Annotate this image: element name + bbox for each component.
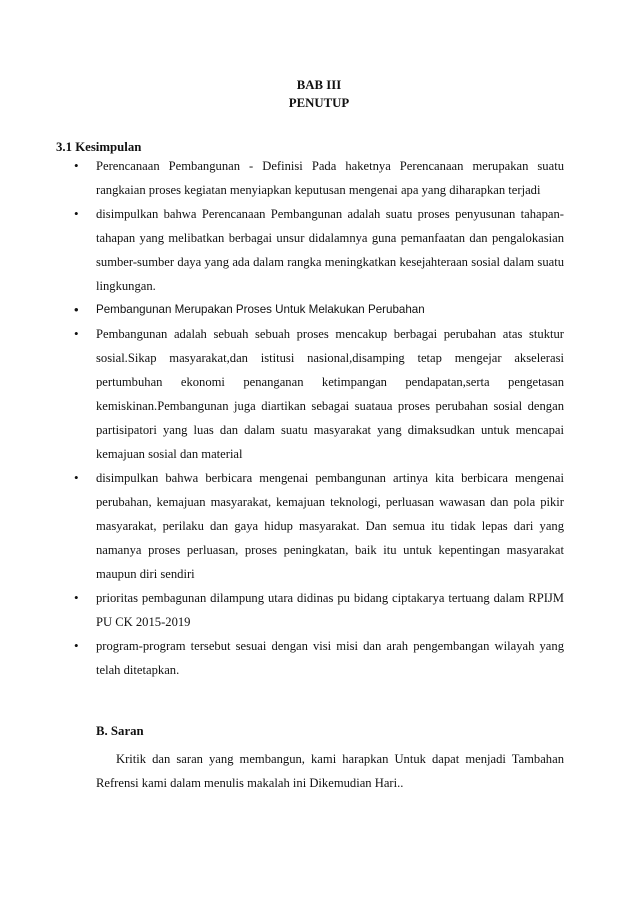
suggestion-paragraph: Kritik dan saran yang membangun, kami harapkan Untuk dapat menjadi Tambahan Refrensi kami dalam menulis makalah ini Dikemudian Hari.. — [96, 752, 564, 790]
conclusion-item: • disimpulkan bahwa Perencanaan Pembangunan adalah suatu proses penyusunan tahapan-tahapan yang melibatkan berbagai unsur didalamnya guna pemanfaatan dan pengalokasian sumber-sumber daya yang ada dalam rangka meningkatkan kesejahteraan sosial dalam suatu lingkungan. — [0, 202, 564, 298]
section-heading-saran: B. Saran — [96, 724, 144, 738]
chapter-title: PENUTUP — [288, 96, 350, 110]
chapter-number: BAB III — [296, 78, 342, 92]
section-heading-kesimpulan: 3.1 Kesimpulan — [56, 140, 142, 154]
conclusion-item: • program-program tersebut sesuai dengan visi misi dan arah pengembangan wilayah yang telah ditetapkan. — [0, 634, 564, 682]
conclusion-list — [0, 154, 564, 682]
conclusion-item: • prioritas pembagunan dilampung utara didinas pu bidang ciptakarya tertuang dalam RPIJM PU CK 2015-2019 — [0, 586, 564, 634]
conclusion-item: • Perencanaan Pembangunan - Definisi Pada haketnya Perencanaan merupakan suatu rangkaian proses kegiatan menyiapkan keputusan mengenai apa yang diharapkan terjadi — [0, 154, 564, 202]
conclusion-item: • Pembangunan adalah sebuah sebuah proses mencakup berbagai perubahan atas stuktur sosial.Sikap masyarakat,dan istitusi nasional,disamping tetap mengejar akselerasi pertumbuhan ekonomi penanganan ketimpangan pendapatan,serta pengetasan kemiskinan.Pembangunan juga diartikan sebagai suataua proses perubahan sosial dengan partisipatori yang luas dan dalam suatu masyarakat yang dimaksudkan untuk mencapai kemajuan sosial dan material — [0, 322, 564, 466]
conclusion-item: • disimpulkan bahwa berbicara mengenai pembangunan artinya kita berbicara mengenai perubahan, kemajuan masyarakat, kemajuan teknologi, perluasan wawasan dan pola pikir masyarakat, perilaku dan gaya hidup masyarakat. Dan semua itu tidak lepas dari yang namanya proses perluasan, proses peningkatan, baik itu untuk kepentingan masyarakat maupun diri sendiri — [0, 466, 564, 586]
conclusion-item: • Pembangunan Merupakan Proses Untuk Melakukan Perubahan — [0, 298, 564, 322]
